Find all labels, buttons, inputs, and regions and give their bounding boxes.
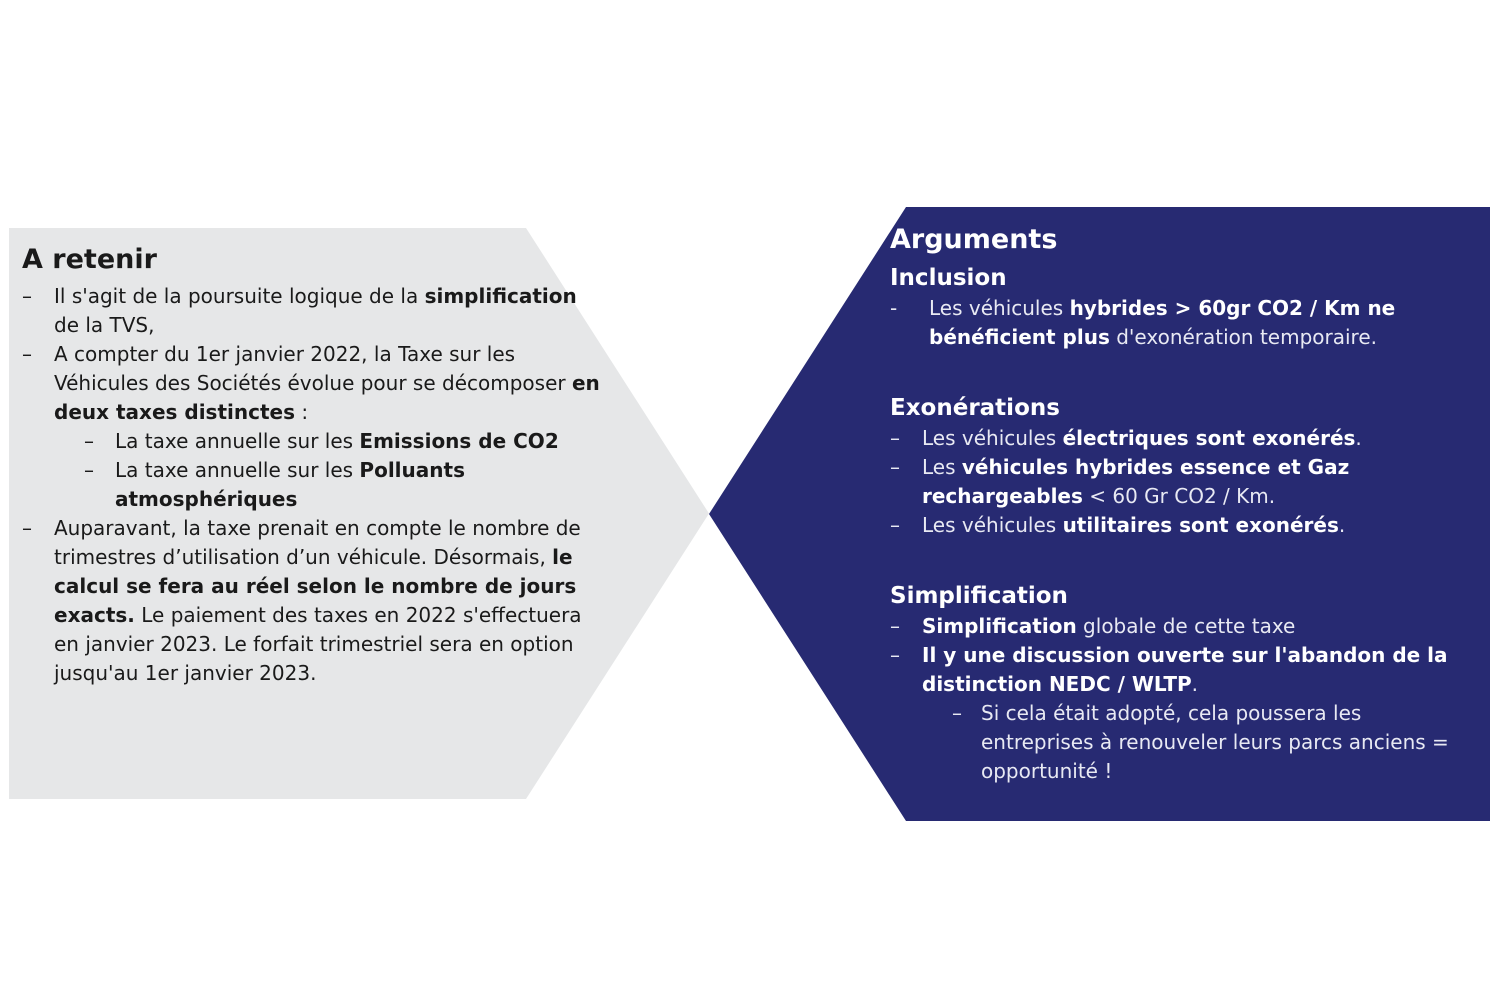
dash-bullet: – [22, 284, 32, 308]
a-retenir-title: A retenir [22, 244, 157, 275]
dash-bullet: – [22, 516, 32, 540]
list-item: – A compter du 1er janvier 2022, la Taxe sur les Véhicules des Sociétés évolue pour se décomposer en deux taxes distinctes : [22, 342, 600, 424]
list-item: – Les véhicules hybrides essence et Gaz rechargeables < 60 Gr CO2 / Km. [890, 455, 1350, 508]
dash-bullet: – [890, 614, 900, 638]
a-retenir-panel [22, 240, 602, 688]
list-item: - Les véhicules hybrides > 60gr CO2 / Km ne bénéficient plus d'exonération temporaire. [890, 296, 1396, 349]
list-item: – Auparavant, la taxe prenait en compte le nombre de trimestres d’utilisation d’un véhicule. Désormais, le calcul se fera au réel selon le nombre de jours exacts. Le paiement des taxes en 2022 s'effectuera en janvier 2023. Le forfait trimestriel sera en option jusqu'au 1er janvier 2023. [22, 516, 582, 685]
list-item: – Simplification globale de cette taxe [890, 612, 1480, 641]
dash-bullet: – [890, 426, 900, 450]
list-item: – Les véhicules utilitaires sont exonérés. [890, 511, 1480, 540]
dash-bullet: – [890, 643, 900, 667]
dash-bullet: - [890, 296, 898, 320]
dash-bullet: – [84, 429, 94, 453]
sub-list-item: – La taxe annuelle sur les Emissions de CO2 [22, 427, 602, 456]
dash-bullet: – [890, 455, 900, 479]
dash-bullet: – [22, 342, 32, 366]
sub-list-item: – Si cela était adopté, cela poussera les entreprises à renouveler leurs parcs anciens = opportunité ! [952, 701, 1449, 783]
simplification-heading: Simplification [890, 583, 1068, 609]
dash-bullet: – [84, 458, 94, 482]
inclusion-heading: Inclusion [890, 265, 1007, 291]
list-item: – Il s'agit de la poursuite logique de la simplification de la TVS, [22, 284, 577, 337]
sub-list-item: – La taxe annuelle sur les Polluants atmosphériques [84, 458, 465, 511]
arguments-panel [890, 220, 1480, 786]
arguments-title: Arguments [890, 224, 1058, 255]
exonerations-heading: Exonérations [890, 395, 1060, 421]
list-item: – Il y une discussion ouverte sur l'abandon de la distinction NEDC / WLTP. [890, 643, 1448, 696]
dash-bullet: – [952, 701, 962, 725]
list-item: – Les véhicules électriques sont exonérés. [890, 424, 1480, 453]
dash-bullet: – [890, 513, 900, 537]
